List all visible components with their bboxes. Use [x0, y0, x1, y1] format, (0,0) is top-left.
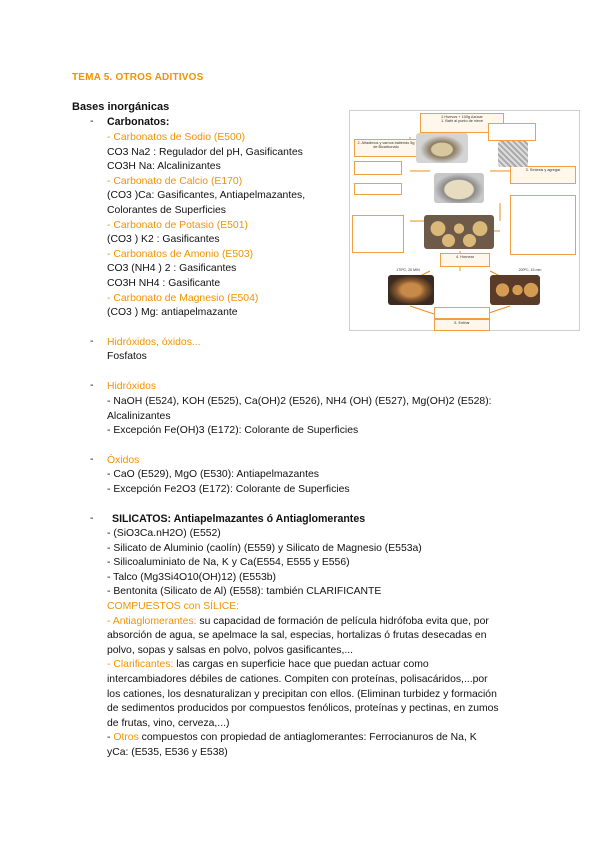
photo-mixture	[434, 173, 484, 203]
silicatos-heading: SILICATOS: Antiapelmazantes ó Antiaglomerantes	[112, 513, 366, 525]
antiaglomerantes-line	[107, 615, 537, 630]
carbonatos-line: - Carbonatos de Sodio (E500)	[107, 132, 246, 143]
silicatos-line: - (SiO3Ca.nH2O) (E552)	[107, 528, 221, 539]
page-title: TEMA 5. OTROS ADITIVOS	[72, 72, 204, 83]
diagram-note-box	[352, 215, 404, 253]
otros-line: yCa: (E535, E536 y E538)	[107, 746, 228, 758]
carbonatos-line: - Carbonato de Magnesio (E504)	[107, 292, 259, 304]
silicatos-line: - Silicato de Aluminio (caolín) (E559) y Silicato de Magnesio (E553a)	[107, 542, 422, 554]
bullet-dash: -	[90, 454, 94, 465]
antiaglomerantes-line: polvo, sopas y salsas en polvo, polvos gasificantes,...	[107, 644, 354, 656]
antiaglomerantes-line: absorción de agua, se apelmace la sal, especias, hortalizas ó frutas desecadas en	[107, 630, 487, 642]
silicatos-line: - Bentonita (Silicato de Al) (E558): también CLARIFICANTE	[107, 586, 382, 598]
photo-bowl	[416, 133, 468, 163]
diagram-step-bicarbonate	[354, 139, 418, 157]
diagram-note-box	[354, 161, 402, 175]
diagram-temp-right: 200ºC, 15 min	[518, 268, 542, 272]
oxidos-heading: Óxidos	[107, 455, 140, 466]
carbonatos-line: Colorantes de Superficies	[107, 204, 226, 216]
bullet-dash: -	[90, 513, 94, 524]
diagram-label: 3. Síntesis y agregar	[525, 168, 561, 172]
silicatos-line: - Silicoaluminiato de Na, K y Ca(E554, E555 y E556)	[107, 557, 350, 569]
carbonatos-line: - Carbonatos de Amonio (E503)	[107, 248, 254, 260]
carbonatos-line: (CO3 ) K2 : Gasificantes	[107, 234, 220, 246]
diagram-step-cool	[434, 319, 490, 331]
hidroxidos-line: - NaOH (E524), KOH (E525), Ca(OH)2 (E526), NH4 (OH) (E527), Mg(OH)2 (E528):	[107, 396, 492, 407]
hidroxidos-line: Alcalinizantes	[107, 410, 171, 422]
oxidos-list	[107, 468, 537, 497]
carbonatos-line: - Carbonato de Potasio (E501)	[107, 219, 248, 231]
carbonatos-heading: Carbonatos:	[107, 116, 170, 128]
carbonatos-line: (CO3 ) Mg: antiapelmazante	[107, 307, 238, 319]
antiaglomerantes-text: su capacidad de formación de película hidrófoba evita que, por	[196, 615, 489, 627]
clarificantes-line: los cationes, los desnaturalizan y precipitan con ellos. (Eliminan turbidez y formación	[107, 688, 497, 700]
carbonatos-line: CO3 Na2 : Regulador del pH, Gasificantes	[107, 146, 303, 158]
clarificantes-line: de sedimentos producidos por compuestos fenólicos, proteínas y pectinas, en zumos	[107, 703, 499, 715]
bullet-dash: -	[90, 336, 94, 347]
carbonatos-line: CO3 (NH4 ) 2 : Gasificantes	[107, 263, 237, 275]
diagram-note-box	[434, 307, 490, 319]
fosfatos-text: Fosfatos	[107, 351, 147, 362]
clarificantes-line: intercambiadores débiles de cationes. Compiten con proteínas, polisacáridos,...por	[107, 673, 488, 685]
carbonatos-line: CO3H Na: Alcalinizantes	[107, 161, 221, 173]
silicatos-line: - Talco (Mg3Si4O10(OH)12) (E553b)	[107, 571, 277, 583]
recipe-flow-diagram	[349, 110, 580, 331]
carbonatos-line: CO3H NH4 : Gasificante	[107, 277, 221, 289]
hidroxidos-line: - Excepción Fe(OH)3 (E172): Colorante de Superficies	[107, 425, 359, 437]
hidroxidos-heading: Hidróxidos	[107, 381, 157, 392]
clarificantes-line	[107, 658, 537, 673]
diagram-label: 2 Huevos + 100g Azúcar	[441, 115, 483, 119]
photo-baked-left	[388, 275, 434, 305]
silicatos-list	[107, 527, 537, 761]
otros-text: compuestos con propiedad de antiaglomerantes: Ferrocianuros de Na, K	[138, 732, 477, 744]
hidroxidos-oxidos-heading: Hidróxidos, óxidos...	[107, 337, 201, 348]
compuestos-heading: COMPUESTOS con SÍLICE:	[107, 600, 240, 612]
diagram-label: 2. Añadimos y vamos batiendo 5g de Bicarbonato	[357, 141, 415, 150]
oxidos-line: - Excepción Fe2O3 (E172): Colorante de Superficies	[107, 483, 350, 495]
oxidos-line: - CaO (E529), MgO (E530): Antiapelmazantes	[107, 469, 319, 480]
diagram-formula-box	[510, 195, 576, 255]
hidroxidos-list	[107, 395, 537, 439]
carbonatos-line: (CO3 )Ca: Gasificantes, Antiapelmazantes,	[107, 190, 306, 202]
otros-line	[107, 731, 537, 746]
diagram-note-box	[488, 123, 536, 141]
bullet-dash: -	[90, 380, 94, 391]
diagram-step-synthesis	[510, 166, 576, 184]
diagram-label: 1. Batir al punto de nieve	[440, 119, 483, 124]
otros-label: Otros	[113, 732, 139, 744]
clarificantes-line: de frutas, vino, cerveza,...)	[107, 717, 230, 729]
diagram-label: 4. Hornear	[456, 255, 474, 259]
clarificantes-label: - Clarificantes:	[107, 659, 174, 671]
antiaglomerantes-label: - Antiaglomerantes:	[107, 615, 197, 627]
bullet-dash: -	[90, 116, 94, 127]
diagram-temp-left: 170ºC, 20 MIN	[396, 268, 420, 272]
diagram-step-bake	[440, 253, 490, 267]
clarificantes-text: las cargas en superficie hace que puedan actuar como	[173, 659, 429, 671]
photo-baked-right	[490, 275, 540, 305]
otros-dash: -	[107, 732, 114, 744]
section-heading: Bases inorgánicas	[72, 101, 170, 113]
diagram-note-box	[354, 183, 402, 195]
photo-powder	[498, 141, 528, 167]
diagram-label: 5. Enfriar	[454, 321, 470, 325]
photo-trays	[424, 215, 494, 249]
carbonatos-line: - Carbonato de Calcio (E170)	[107, 175, 243, 187]
